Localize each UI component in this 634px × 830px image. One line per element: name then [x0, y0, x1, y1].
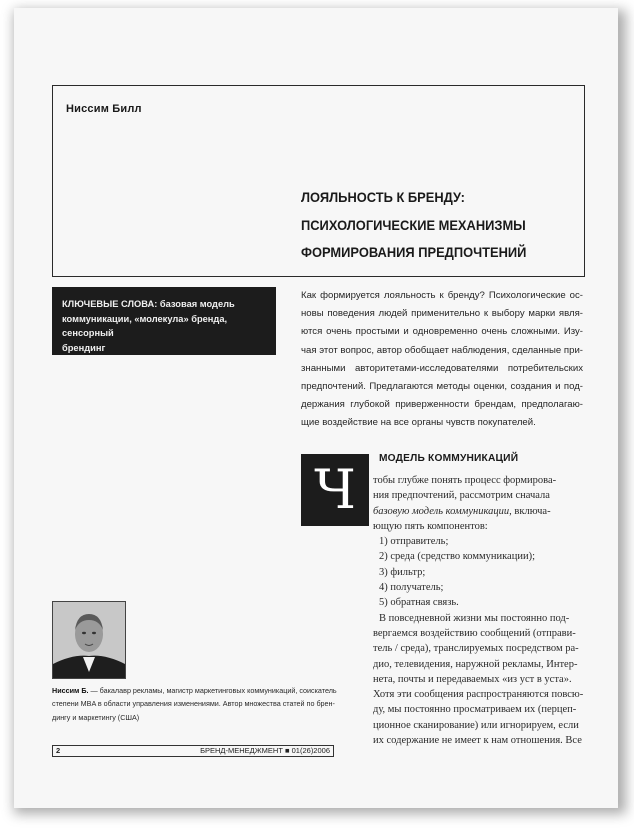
body-text [301, 473, 583, 748]
keywords-line: КЛЮЧЕВЫЕ СЛОВА: базовая модель [62, 299, 235, 309]
body-line: дио, телевидения, наружной рекламы, Интер- [373, 658, 578, 670]
article-title [301, 184, 559, 267]
keywords-line: коммуникации, «молекула» бренда, сенсорный [62, 313, 228, 338]
list-item: 5) обратная связь. [379, 597, 459, 609]
body-line: ния предпочтений, рассмотрим сначала [373, 490, 550, 502]
title-line: ПСИХОЛОГИЧЕСКИЕ МЕХАНИЗМЫ [301, 216, 526, 233]
bio-line [52, 684, 337, 697]
body-line: ду, мы постоянно просматриваем их (перцеп- [373, 704, 577, 716]
author-name: Ниссим Билл [66, 103, 142, 115]
abstract-line: чая этот вопрос, автор обобщает наблюдения, сделанные при- [301, 344, 583, 356]
abstract-line: Как формируется лояльность к бренду? Психологические ос- [301, 290, 583, 301]
body-line: вергаемся воздействию сообщений (отправи- [373, 627, 576, 639]
portrait-image [53, 602, 125, 678]
abstract-line: предпочтений. Предлагаются методы оценки, создания и под- [301, 381, 583, 393]
bio-name: Ниссим Б. [52, 686, 89, 695]
title-line: ЛОЯЛЬНОСТЬ К БРЕНДУ: [301, 189, 465, 205]
list-item: 2) среда (средство коммуникации); [379, 551, 535, 563]
title-line: ФОРМИРОВАНИЯ ПРЕДПОЧТЕНИЙ [301, 244, 527, 260]
body-fragment: включа- [511, 505, 551, 517]
abstract-line: ются очень простыми и одновременно очень сложными. Изу- [301, 326, 583, 338]
abstract-line: щие воздействие на все органы чувств покупателей. [301, 417, 536, 429]
abstract-line: держания глубокой приверженности брендам, предполагаю- [301, 399, 583, 411]
page-number: 2 [56, 746, 61, 755]
journal-issue: БРЕНД-МЕНЕДЖМЕНТ ■ 01(26)2006 [200, 746, 330, 755]
bio-line: степени MBA в области управления изменениями. Автор множества статей по брен- [52, 699, 335, 709]
list-item: 3) фильтр; [379, 566, 426, 578]
bio-line: дингу и маркетингу (США) [52, 712, 140, 722]
author-bio [52, 684, 337, 724]
list-item: 1) отправитель; [379, 536, 449, 548]
bio-fragment: — бакалавр рекламы, магистр маркетинговых коммуникаций, соискатель [88, 686, 337, 695]
body-line: нета, почты и передаваемых «из уст в уста». [373, 673, 572, 685]
body-line: Хотя эти сообщения распространяются повсю- [373, 689, 584, 701]
page-footer [52, 745, 334, 757]
keywords-line: брендинг [62, 342, 106, 353]
body-line [301, 504, 583, 519]
document-page [14, 8, 618, 808]
body-line: тель / среда), транслируемых посредством ра- [373, 643, 579, 655]
section-heading: МОДЕЛЬ КОММУНИКАЦИЙ [379, 453, 519, 464]
body-line: ционное сканирование) или игнорируем, если [373, 719, 579, 731]
abstract [301, 287, 583, 433]
abstract-line: знанными авторитетами-исследователями потребительских [301, 362, 583, 374]
body-line: ющую пять компонентов: [373, 520, 488, 532]
body-line: тобы глубже понять процесс формирова- [373, 475, 557, 486]
abstract-line: новы поведения людей применительно к выбору марки явля- [301, 308, 583, 320]
body-line: их содержание не имеет к нам отношения. Все [373, 735, 582, 747]
body-line: В повседневной жизни мы постоянно под- [379, 612, 570, 624]
italic-term: базовую модель коммуникации, [373, 505, 512, 517]
drop-cap: Ч [301, 454, 369, 526]
author-photo [52, 601, 126, 679]
keywords-box [52, 287, 276, 355]
list-item: 4) получатель; [379, 582, 444, 594]
